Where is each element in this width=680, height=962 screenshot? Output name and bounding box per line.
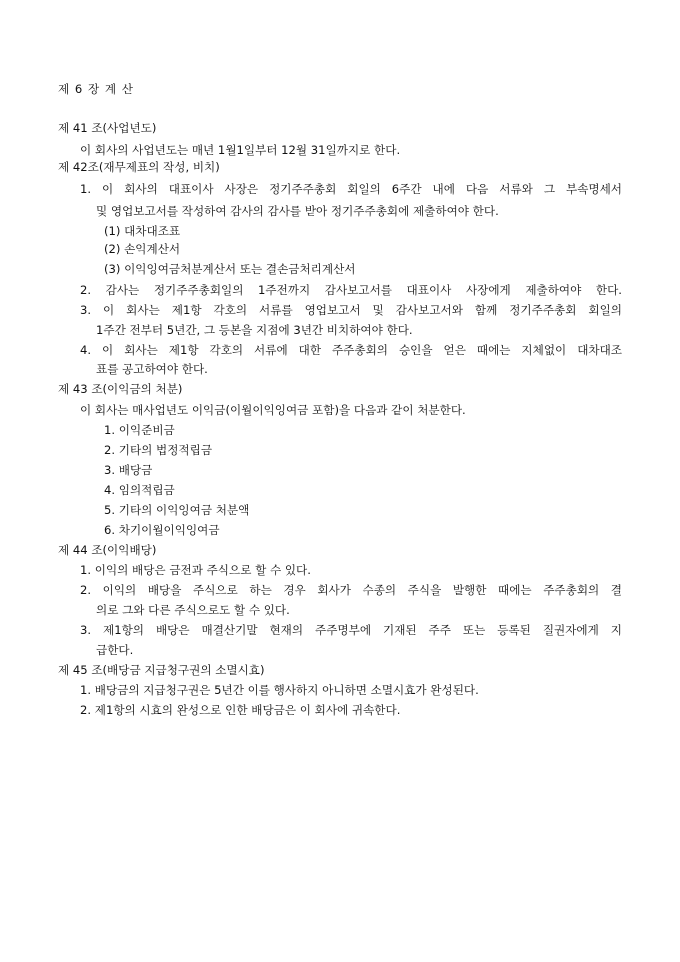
article-41-heading: 제 41 조(사업년도) [58,121,157,135]
article-43-item-1: 1. 이익준비금 [104,423,175,437]
article-42-sub-item-2: (2) 손익계산서 [104,242,181,256]
article-42-item-4-line-1: 4. 이 회사는 제1항 각호의 서류에 대한 주주총회의 승인을 얻은 때에는 지체없이 대차대조 [80,343,622,357]
article-43-item-4: 4. 임의적립금 [104,483,175,497]
article-44-item-3-line-1: 3. 제1항의 배당은 매결산기말 현재의 주주명부에 기재된 주주 또는 등록된 질권자에게 지 [80,623,622,637]
article-45-item-2: 2. 제1항의 시효의 완성으로 인한 배당금은 이 회사에 귀속한다. [80,703,401,717]
article-41-body: 이 회사의 사업년도는 매년 1월1일부터 12월 31일까지로 한다. [80,143,401,157]
article-43-item-5: 5. 기타의 이익잉여금 처분액 [104,503,250,517]
article-44-item-2-line-2: 의로 그와 다른 주식으로도 할 수 있다. [96,603,290,617]
article-43-item-6: 6. 차기이월이익잉여금 [104,523,220,537]
article-42-item-3-line-2: 1주간 전부터 5년간, 그 등본을 지점에 3년간 비치하여야 한다. [96,323,413,337]
chapter-title: 제 6 장 계 산 [58,82,134,96]
article-42-item-1-line-1: 1. 이 회사의 대표이사 사장은 정기주주총회 회일의 6주간 내에 다음 서류와 그 부속명세서 [80,182,622,196]
article-44-item-3-line-2: 급한다. [96,643,134,657]
article-44-heading: 제 44 조(이익배당) [58,543,157,557]
article-42-heading: 제 42조(재무제표의 작성, 비치) [58,160,220,174]
article-44-item-1: 1. 이익의 배당은 금전과 주식으로 할 수 있다. [80,563,311,577]
article-43-body: 이 회사는 매사업년도 이익금(이월이익잉여금 포함)을 다음과 같이 처분한다. [80,403,466,417]
article-43-item-2: 2. 기타의 법정적립금 [104,443,213,457]
article-43-heading: 제 43 조(이익금의 처분) [58,382,183,396]
article-42-item-1-line-2: 및 영업보고서를 작성하여 감사의 감사를 받아 정기주주총회에 제출하여야 한다. [96,204,499,218]
article-44-item-2-line-1: 2. 이익의 배당을 주식으로 하는 경우 회사가 수종의 주식을 발행한 때에는 주주총회의 결 [80,583,622,597]
article-43-item-3: 3. 배당금 [104,463,153,477]
article-42-sub-item-3: (3) 이익잉여금처분계산서 또는 결손금처리계산서 [104,262,356,276]
article-45-heading: 제 45 조(배당금 지급청구권의 소멸시효) [58,663,265,677]
article-42-item-4-line-2: 표를 공고하여야 한다. [96,362,208,376]
article-42-item-2: 2. 감사는 정기주주총회일의 1주전까지 감사보고서를 대표이사 사장에게 제출하여야 한다. [80,283,622,297]
article-45-item-1: 1. 배당금의 지급청구권은 5년간 이를 행사하지 아니하면 소멸시효가 완성된다. [80,683,479,697]
article-42-sub-item-1: (1) 대차대조표 [104,224,181,238]
article-42-item-3-line-1: 3. 이 회사는 제1항 각호의 서류를 영업보고서 및 감사보고서와 함께 정기주주총회 회일의 [80,303,622,317]
